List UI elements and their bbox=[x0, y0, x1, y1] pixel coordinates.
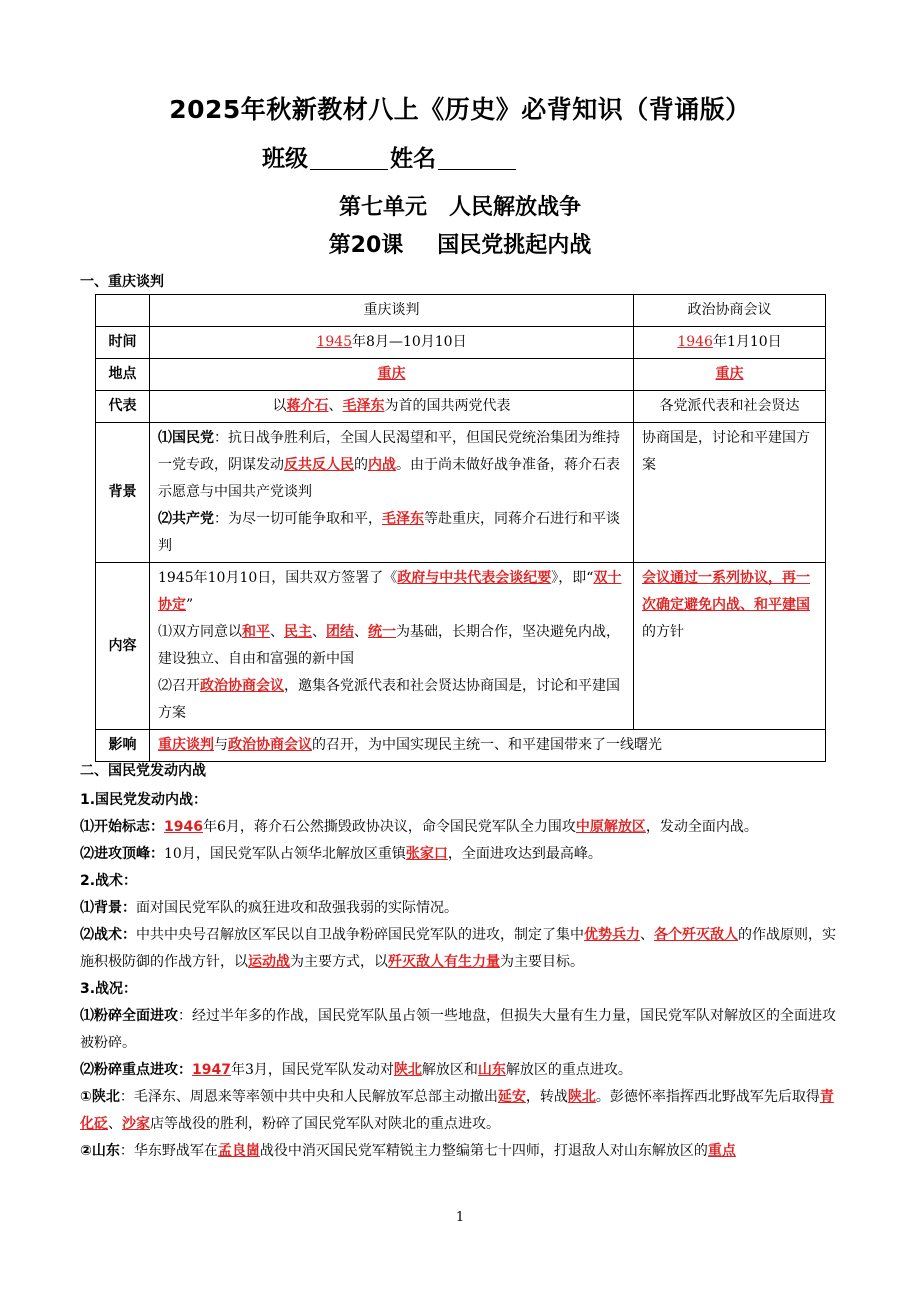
name-blank[interactable] bbox=[438, 147, 516, 170]
section1-heading: 一、重庆谈判 bbox=[80, 274, 164, 290]
red-keyword: 团结 bbox=[326, 624, 354, 640]
text: ：为尽一切可能争取和平， bbox=[214, 511, 382, 527]
cell-impact bbox=[150, 730, 826, 762]
cell-content-b bbox=[634, 563, 826, 730]
bold-label: ②山东 bbox=[80, 1143, 120, 1159]
text: 。彭德怀率指挥西北野战军先后取得 bbox=[595, 1089, 820, 1105]
red-keyword: 1947 bbox=[192, 1062, 231, 1078]
red-keyword: 1946 bbox=[164, 819, 203, 835]
text: 1945年10月10日，国共双方签署了《 bbox=[158, 570, 398, 586]
text: 的作战原则，实施积极防御的作战方针，以 bbox=[80, 927, 836, 970]
red-keyword: 政治协商会议 bbox=[200, 678, 284, 694]
subsection-title: 3.战况： bbox=[80, 981, 138, 997]
subsection-title: 2.战术： bbox=[80, 873, 138, 889]
red-keyword: 沙家 bbox=[122, 1116, 150, 1132]
cell-rep-a bbox=[150, 391, 634, 423]
page-number: 1 bbox=[455, 1210, 465, 1225]
bold-label: ⑴国民党 bbox=[158, 430, 214, 446]
row-label-content: 内容 bbox=[96, 563, 150, 730]
col-header-pcc: 政治协商会议 bbox=[634, 295, 826, 327]
row-label-time: 时间 bbox=[96, 327, 150, 359]
text: 解放区和 bbox=[421, 1062, 478, 1078]
row-label-background: 背景 bbox=[96, 423, 150, 563]
table-header-row bbox=[96, 295, 826, 327]
cell-place-b bbox=[634, 359, 826, 391]
paragraph bbox=[80, 814, 842, 841]
red-keyword: 青化砭 bbox=[80, 1089, 834, 1132]
red-keyword: 重庆谈判 bbox=[158, 737, 214, 753]
col-header-chongqing: 重庆谈判 bbox=[150, 295, 634, 327]
row-label-place: 地点 bbox=[96, 359, 150, 391]
bold-label: ⑴背景： bbox=[80, 900, 136, 916]
red-keyword: 陕北 bbox=[567, 1089, 596, 1105]
text: 为主要方式，以 bbox=[290, 954, 388, 970]
cell-background-b: 协商国是，讨论和平建国方案 bbox=[634, 423, 826, 563]
text: 为主要目标。 bbox=[500, 954, 584, 970]
bold-label: ⑵粉碎重点进攻： bbox=[80, 1062, 192, 1078]
red-year: 1946 bbox=[677, 334, 713, 350]
name-label: 姓名 bbox=[390, 146, 436, 172]
paragraph bbox=[80, 1003, 842, 1057]
content-para-2 bbox=[158, 673, 625, 727]
content-intro bbox=[158, 565, 625, 619]
row-label-rep: 代表 bbox=[96, 391, 150, 423]
cell-time-a bbox=[150, 327, 634, 359]
red-keyword: 孟良崮 bbox=[217, 1143, 260, 1159]
lesson-number: 第20课 bbox=[328, 233, 404, 258]
cell-time-b bbox=[634, 327, 826, 359]
text: ⑵召开 bbox=[158, 678, 200, 694]
text: ：毛泽东、周恩来等率领中共中央和人民解放军总部主动撤出 bbox=[119, 1089, 498, 1105]
text: ，全面进攻达到最高峰。 bbox=[447, 846, 602, 862]
text: ，转战 bbox=[525, 1089, 568, 1105]
text: ：经过半年多的作战，国民党军队虽占领一些地盘，但损失大量有生力量，国民党军队对解放区的全面进攻被粉碎。 bbox=[80, 1008, 836, 1051]
comparison-table bbox=[95, 294, 826, 762]
text: 的 bbox=[354, 457, 368, 473]
paragraph bbox=[80, 1057, 842, 1084]
red-keyword: 双十协定 bbox=[158, 570, 622, 613]
text: 、 bbox=[328, 398, 343, 414]
section2-body bbox=[80, 787, 842, 1165]
text: 以 bbox=[272, 398, 287, 414]
text: 为首的国共两党代表 bbox=[384, 398, 511, 414]
red-keyword: 会议通过一系列协议，再一次确定避免内战、和平建国 bbox=[642, 570, 810, 613]
time-b-rest: 年1月10日 bbox=[712, 334, 782, 350]
lesson-name: 国民党挑起内战 bbox=[437, 233, 592, 258]
bg-para-1 bbox=[158, 425, 625, 506]
red-keyword: 民主 bbox=[284, 624, 312, 640]
red-keyword: 中原解放区 bbox=[575, 819, 646, 835]
text: 中共中央号召解放区军民以自卫战争粉碎国民党军队的进攻，制定了集中 bbox=[136, 927, 584, 943]
text: 》，即“ bbox=[551, 570, 594, 586]
table-row-impact bbox=[96, 730, 826, 762]
table-row-content bbox=[96, 563, 826, 730]
bold-label: ⑵战术： bbox=[80, 927, 136, 943]
paragraph bbox=[80, 1138, 842, 1165]
unit-title: 第七单元 人民解放战争 bbox=[338, 195, 581, 220]
text: 、 bbox=[640, 927, 654, 943]
bold-label: ⑴开始标志： bbox=[80, 819, 164, 835]
red-keyword: 延安 bbox=[497, 1089, 526, 1105]
text: 10月，国民党军队占领华北解放区重镇 bbox=[164, 846, 406, 862]
text: 解放区的重点进攻。 bbox=[505, 1062, 632, 1078]
paragraph bbox=[80, 895, 842, 922]
text: 、 bbox=[270, 624, 284, 640]
text: 与 bbox=[214, 737, 228, 753]
red-keyword: 重庆 bbox=[715, 366, 744, 382]
text: 年6月，蒋介石公然撕毁政协决议，命令国民党军队全力围攻 bbox=[202, 819, 576, 835]
table-row-time bbox=[96, 327, 826, 359]
red-keyword: 蒋介石 bbox=[286, 398, 329, 414]
text: 、 bbox=[354, 624, 368, 640]
paragraph bbox=[80, 1084, 842, 1138]
cell-background-a bbox=[150, 423, 634, 563]
red-keyword: 政治协商会议 bbox=[228, 737, 312, 753]
bold-label: ⑵共产党 bbox=[158, 511, 214, 527]
red-keyword: 优势兵力 bbox=[584, 927, 640, 943]
text: 的召开，为中国实现民主统一、和平建国带来了一线曙光 bbox=[312, 737, 662, 753]
bold-label: ①陕北 bbox=[80, 1089, 120, 1105]
lesson-title bbox=[0, 228, 920, 259]
text: 。由于尚未做好战争准备，蒋介石表示愿意与中国共产党谈判 bbox=[158, 457, 620, 500]
text: 、 bbox=[312, 624, 326, 640]
bold-label: ⑴粉碎全面进攻 bbox=[80, 1008, 178, 1024]
text: 战役中消灭国民党军精锐主力整编第七十四师，打退敌人对山东解放区的 bbox=[259, 1143, 708, 1159]
red-keyword: 山东 bbox=[477, 1062, 506, 1078]
red-keyword: 毛泽东 bbox=[382, 511, 424, 527]
class-label: 班级 bbox=[262, 146, 308, 172]
red-year: 1945 bbox=[316, 334, 353, 350]
red-keyword: 陕北 bbox=[393, 1062, 422, 1078]
subsection-title: 1.国民党发动内战： bbox=[80, 792, 208, 808]
red-keyword: 歼灭敌人有生力量 bbox=[388, 954, 500, 970]
class-name-line bbox=[262, 140, 518, 173]
red-keyword: 张家口 bbox=[405, 846, 448, 862]
red-keyword: 运动战 bbox=[248, 954, 290, 970]
red-keyword: 重庆 bbox=[377, 366, 406, 382]
red-keyword: 重点 bbox=[707, 1143, 736, 1159]
table-corner-cell bbox=[96, 295, 150, 327]
cell-place-a bbox=[150, 359, 634, 391]
red-keyword: 政府与中共代表会谈纪要 bbox=[397, 570, 552, 586]
text: ：华东野战军在 bbox=[119, 1143, 218, 1159]
paragraph bbox=[80, 841, 842, 868]
text: 等赴重庆，同蒋介石进行和平谈判 bbox=[158, 511, 620, 554]
text: 年3月，国民党军队发动对 bbox=[230, 1062, 394, 1078]
bg-para-2 bbox=[158, 506, 625, 560]
class-blank[interactable] bbox=[310, 147, 388, 170]
content-para-1 bbox=[158, 619, 625, 673]
red-keyword: 内战 bbox=[368, 457, 396, 473]
text: ” bbox=[186, 597, 194, 613]
red-keyword: 和平 bbox=[242, 624, 270, 640]
bold-label: ⑵进攻顶峰： bbox=[80, 846, 164, 862]
red-keyword: 毛泽东 bbox=[342, 398, 385, 414]
text: 为基础，长期合作，坚决避免内战，建设独立、自由和富强的新中国 bbox=[158, 624, 620, 667]
red-keyword: 统一 bbox=[368, 624, 396, 640]
table-row-rep bbox=[96, 391, 826, 423]
table-row-place bbox=[96, 359, 826, 391]
text: 的方针 bbox=[642, 624, 684, 640]
time-a-rest: 年8月—10月10日 bbox=[352, 334, 467, 350]
row-label-impact: 影响 bbox=[96, 730, 150, 762]
section2-heading: 二、国民党发动内战 bbox=[80, 763, 206, 779]
red-keyword: 反共反人民 bbox=[284, 457, 354, 473]
text: 店等战役的胜利，粉碎了国民党军队对陕北的重点进攻。 bbox=[150, 1116, 500, 1132]
text: 面对国民党军队的疯狂进攻和敌强我弱的实际情况。 bbox=[136, 900, 458, 916]
page-title: 2025年秋新教材八上《历史》必背知识（背诵版） bbox=[169, 95, 751, 124]
text: ，发动全面内战。 bbox=[645, 819, 758, 835]
text: ⑴双方同意以 bbox=[158, 624, 242, 640]
paragraph bbox=[80, 922, 842, 976]
text: ，邀集各党派代表和社会贤达协商国是，讨论和平建国方案 bbox=[158, 678, 620, 721]
cell-rep-b: 各党派代表和社会贤达 bbox=[634, 391, 826, 423]
table-row-background bbox=[96, 423, 826, 563]
text: 、 bbox=[108, 1116, 122, 1132]
cell-content-a bbox=[150, 563, 634, 730]
text: ：抗日战争胜利后，全国人民渴望和平，但国民党统治集团为维持一党专政，阴谋发动 bbox=[158, 430, 620, 473]
red-keyword: 各个歼灭敌人 bbox=[654, 927, 738, 943]
